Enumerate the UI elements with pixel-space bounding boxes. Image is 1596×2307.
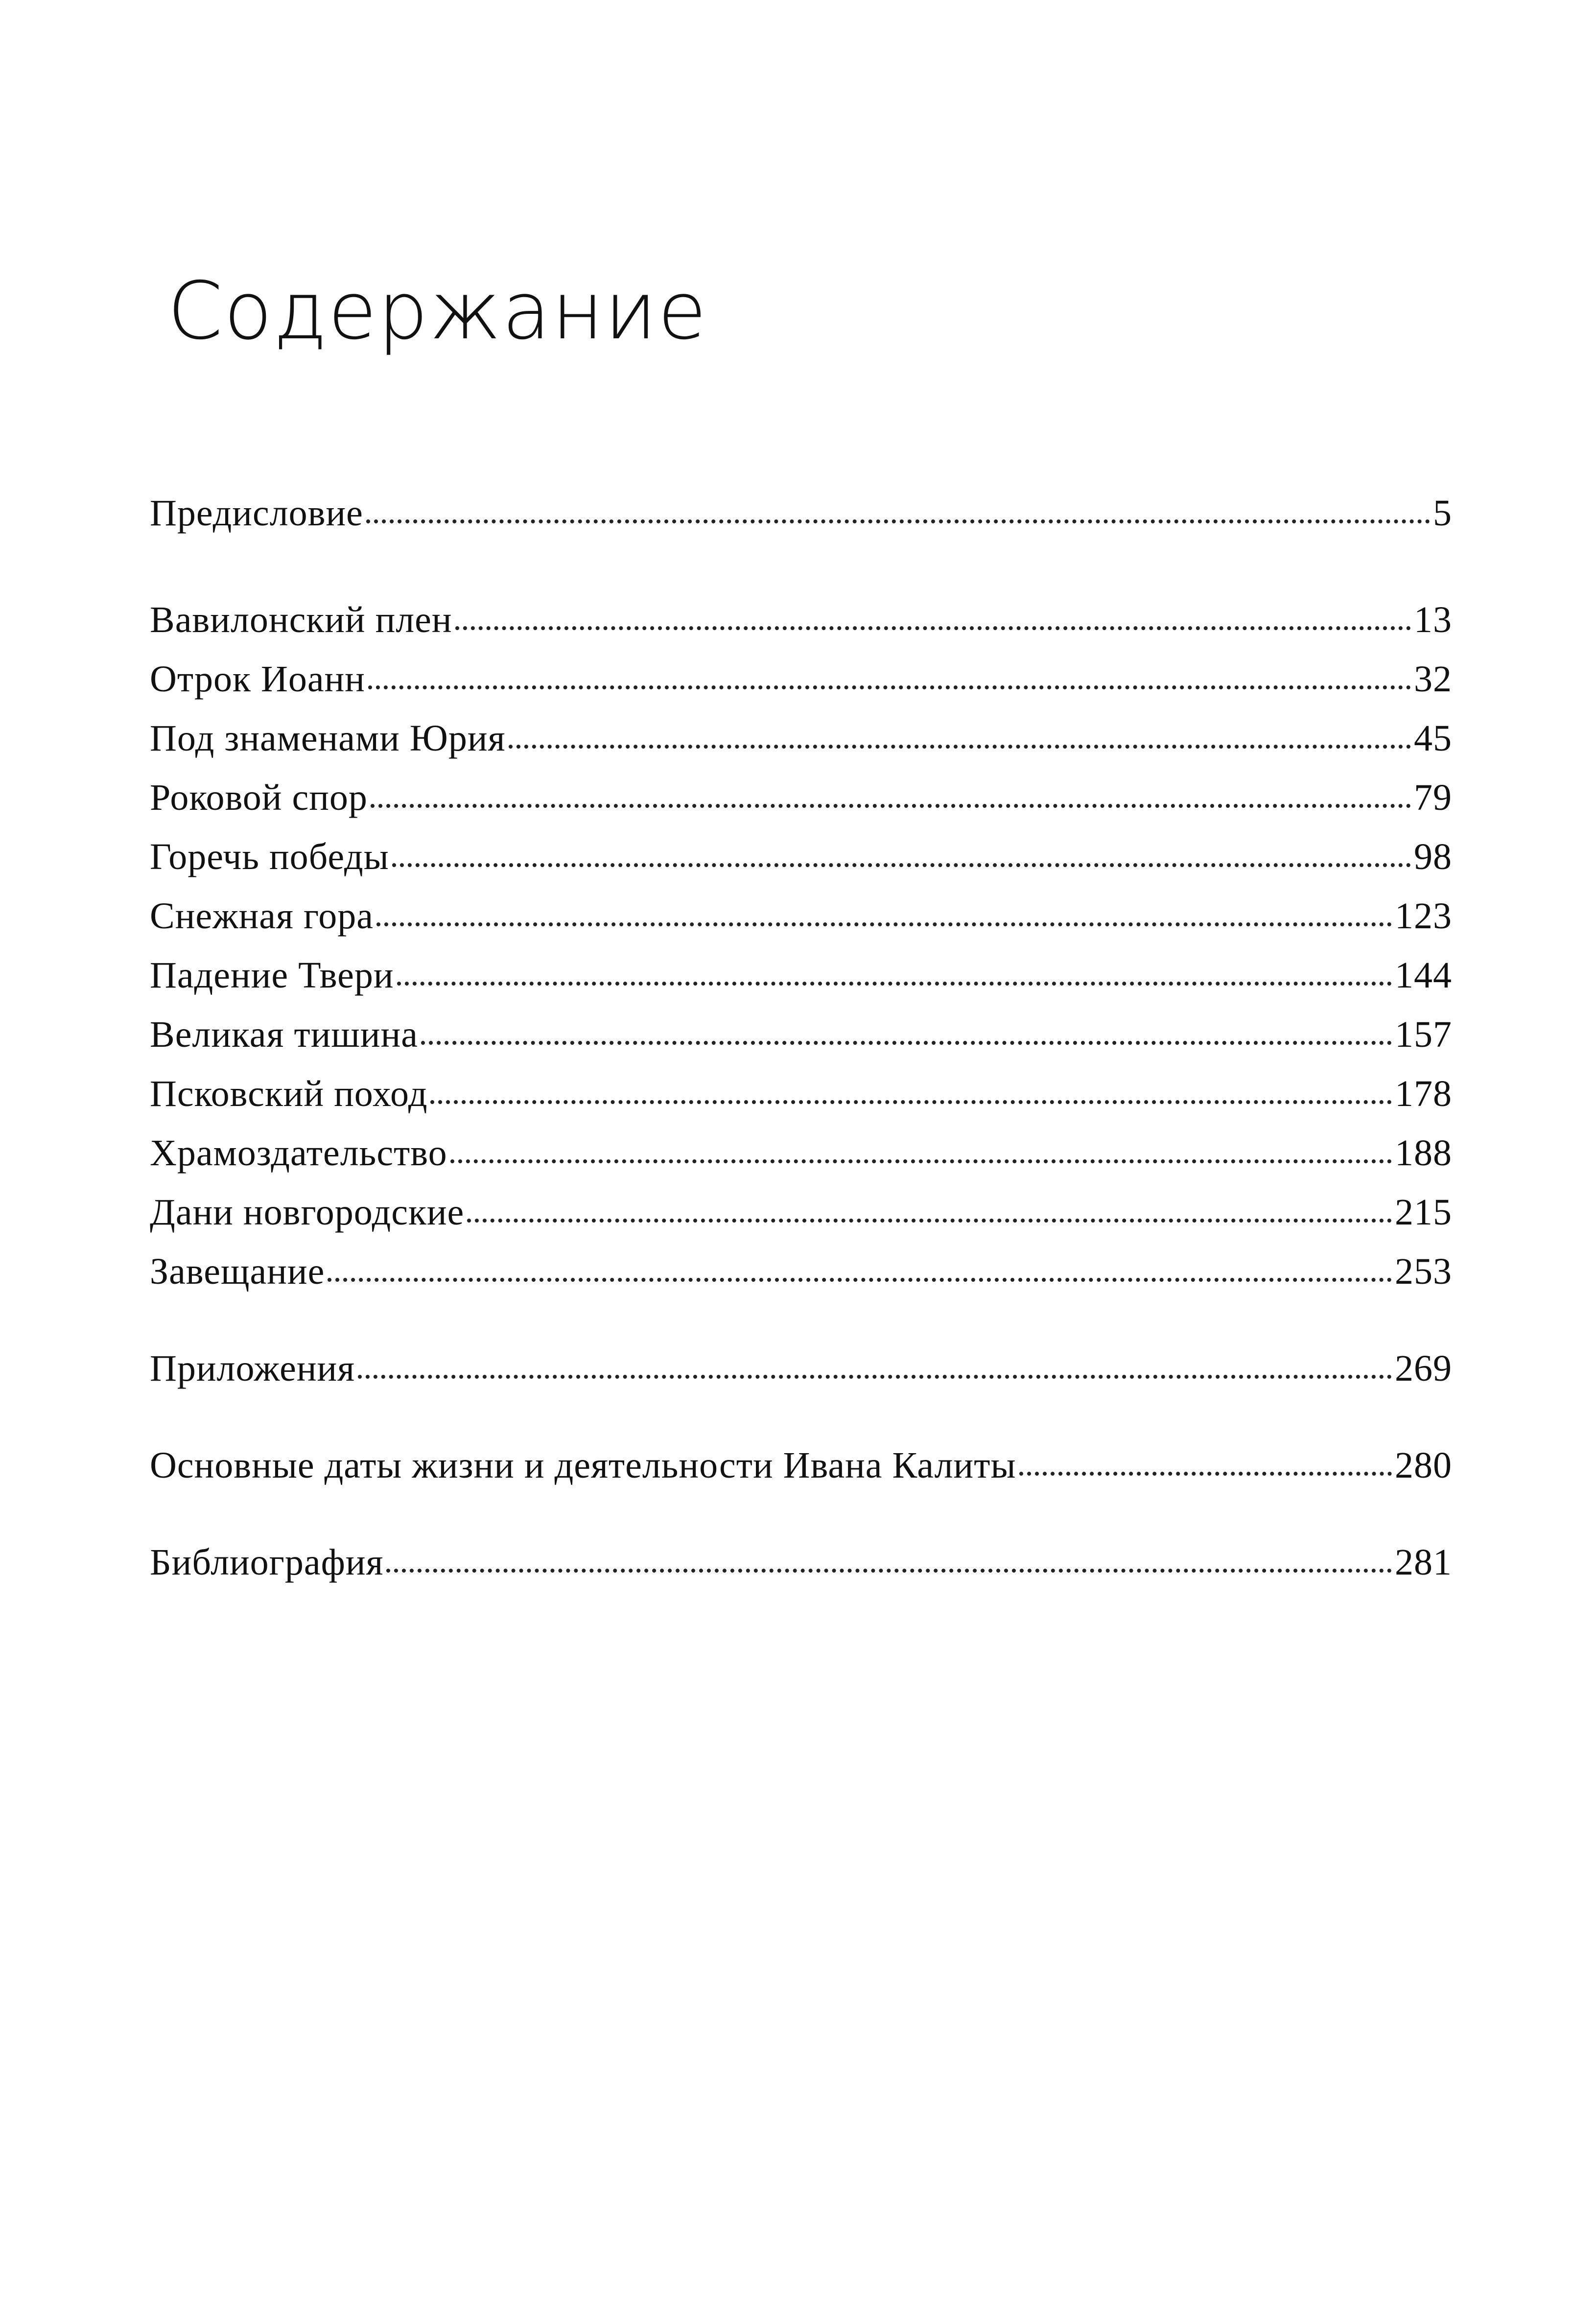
toc-entry[interactable]	[150, 660, 1452, 698]
toc-entry-title: Храмоздательство	[150, 1132, 447, 1174]
toc-entry-page: 13	[1414, 599, 1452, 640]
dot-leader	[421, 1041, 1392, 1045]
toc-entry-title: Горечь победы	[150, 836, 389, 877]
dot-leader	[392, 863, 1411, 867]
toc-entry-page: 32	[1414, 659, 1452, 700]
toc-entry[interactable]	[150, 494, 1452, 532]
toc-entry[interactable]	[150, 1350, 1452, 1387]
dot-leader	[328, 1278, 1392, 1282]
dot-leader	[509, 745, 1411, 749]
toc-entry-title: Библиография	[150, 1542, 384, 1583]
dot-leader	[467, 1219, 1392, 1223]
toc-entry[interactable]	[150, 897, 1452, 935]
toc-entry[interactable]	[150, 1544, 1452, 1581]
toc-entry[interactable]	[150, 1447, 1452, 1484]
dot-leader	[1019, 1472, 1392, 1476]
toc-entry[interactable]	[150, 720, 1452, 757]
toc-entry-page: 188	[1395, 1132, 1452, 1174]
toc-entry-title: Псковский поход	[150, 1073, 428, 1114]
toc-entry-title: Падение Твери	[150, 955, 394, 996]
toc-entry-page: 280	[1395, 1445, 1452, 1486]
toc-entry-page: 98	[1414, 836, 1452, 877]
dot-leader	[430, 1100, 1392, 1104]
toc-entry-page: 157	[1395, 1014, 1452, 1055]
toc-entry[interactable]	[150, 1253, 1452, 1290]
toc-entry-page: 123	[1395, 895, 1452, 937]
toc-entry-title: Предисловие	[150, 493, 363, 534]
dot-leader	[371, 804, 1411, 808]
toc-entry-page: 144	[1395, 955, 1452, 996]
dot-leader	[368, 685, 1411, 689]
toc-entry-page: 281	[1395, 1542, 1452, 1583]
toc-entry[interactable]	[150, 1075, 1452, 1112]
dot-leader	[386, 1569, 1392, 1573]
dot-leader	[366, 519, 1430, 523]
dot-leader	[358, 1375, 1392, 1379]
toc-entry-page: 45	[1414, 718, 1452, 759]
toc-entry[interactable]	[150, 1134, 1452, 1172]
toc-entry[interactable]	[150, 779, 1452, 816]
toc-entry-title: Снежная гора	[150, 895, 374, 937]
toc-entry-title: Под знаменами Юрия	[150, 718, 506, 759]
toc-entry-title: Дани новгородские	[150, 1192, 465, 1233]
toc-entry-title: Вавилонский плен	[150, 599, 452, 640]
toc-entry-title: Завещание	[150, 1251, 325, 1292]
toc-entry[interactable]	[150, 601, 1452, 638]
toc-entry-page: 79	[1414, 777, 1452, 818]
toc-entry-title: Отрок Иоанн	[150, 659, 365, 700]
toc-entry-title: Великая тишина	[150, 1014, 418, 1055]
dot-leader	[455, 626, 1411, 630]
toc-entry-page: 215	[1395, 1192, 1452, 1233]
dot-leader	[397, 982, 1392, 986]
dot-leader	[450, 1159, 1392, 1163]
toc-entry-page: 178	[1395, 1073, 1452, 1114]
toc-entry-page: 269	[1395, 1348, 1452, 1389]
toc-entry-title: Основные даты жизни и деятельности Ивана Калиты	[150, 1445, 1016, 1486]
toc-entry[interactable]	[150, 1016, 1452, 1053]
toc-entry[interactable]	[150, 1194, 1452, 1231]
toc-entry[interactable]	[150, 957, 1452, 994]
toc-entry-page: 253	[1395, 1251, 1452, 1292]
toc-entry-title: Роковой спор	[150, 777, 368, 818]
toc-entry[interactable]	[150, 838, 1452, 875]
toc-entry-title: Приложения	[150, 1348, 355, 1389]
page-title: Содержание	[167, 265, 708, 357]
toc-entry-page: 5	[1433, 493, 1452, 534]
dot-leader	[376, 922, 1392, 926]
